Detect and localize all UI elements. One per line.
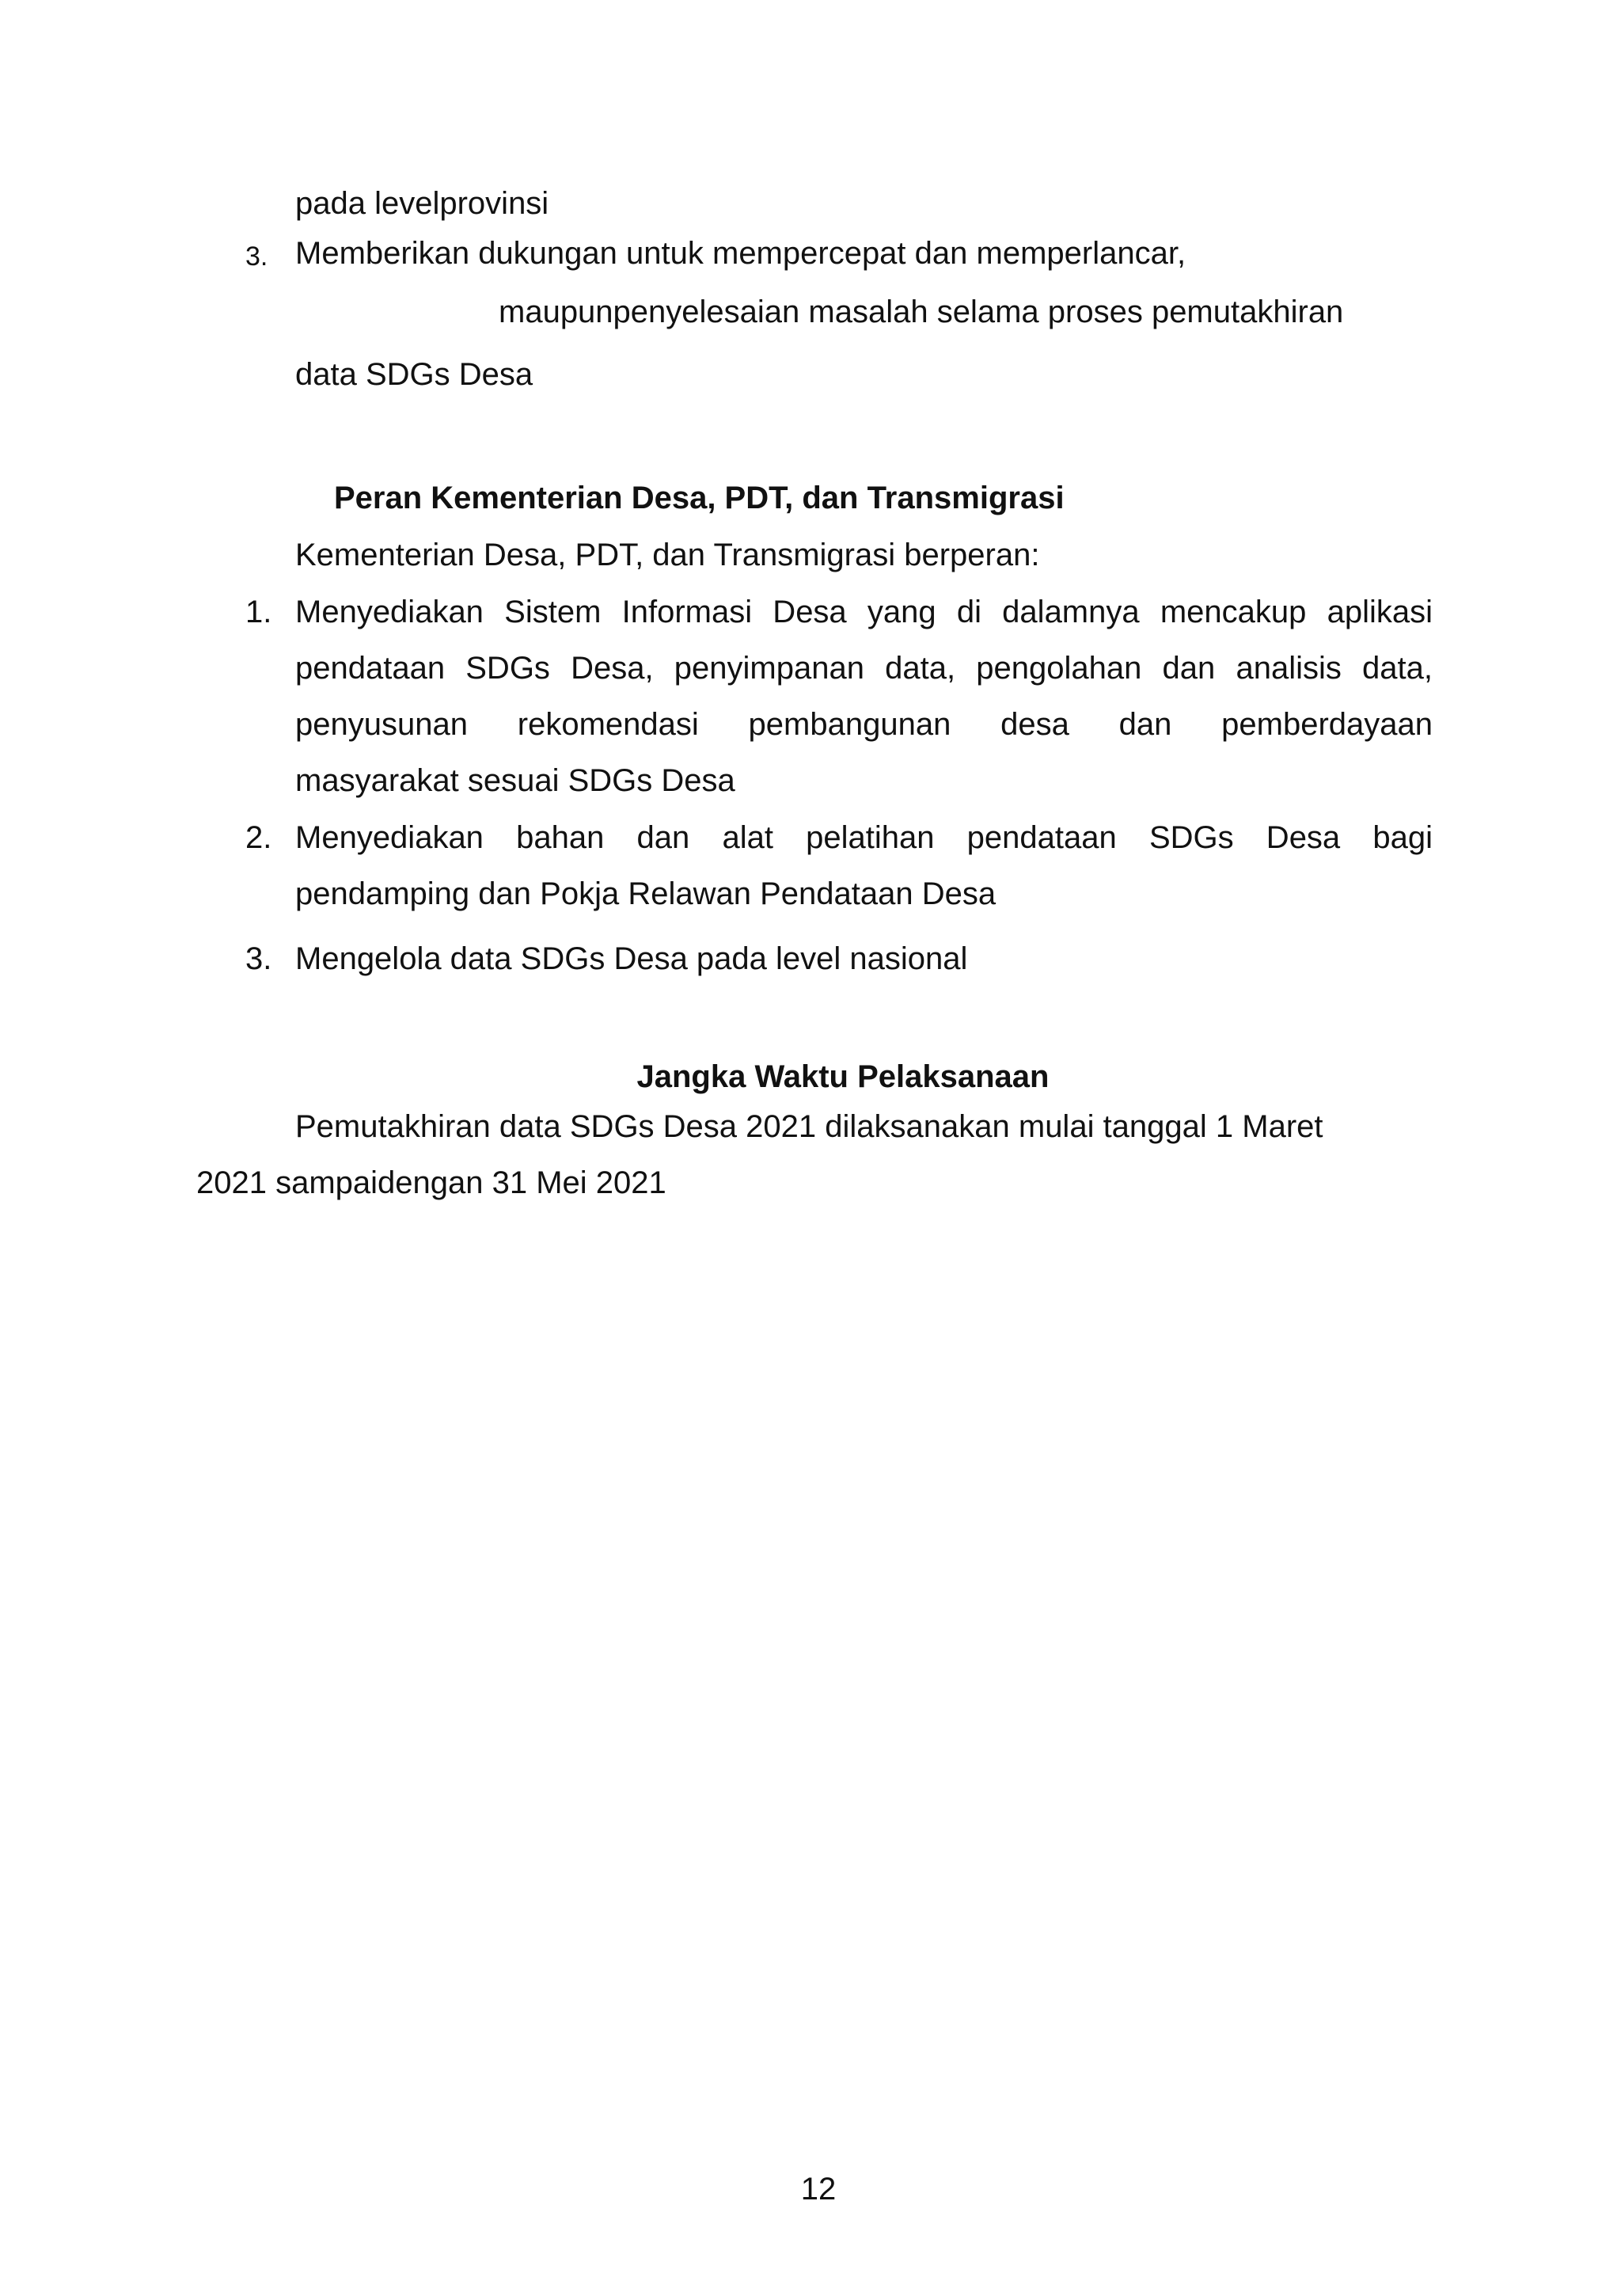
list-item-text: pendamping dan Pokja Relawan Pendataan Desa (295, 876, 997, 911)
list-item-text: Menyediakan Sistem Informasi Desa yang di dalamnya mencakup aplikasi (295, 595, 1433, 629)
list-item-text: Menyediakan bahan dan alat pelatihan pendataan SDGs Desa bagi (295, 820, 1433, 855)
list-item-text: pendataan SDGs Desa, penyimpanan data, pengolahan dan analisis data, (295, 651, 1433, 686)
list-number: 3. (245, 941, 272, 976)
list-item-text: data SDGs Desa (295, 357, 533, 392)
list-item-text: penyusunan rekomendasi pembangunan desa dan pemberdayaan (295, 707, 1433, 742)
paragraph-line: Pemutakhiran data SDGs Desa 2021 dilaksanakan mulai tanggal 1 Maret (295, 1109, 1323, 1144)
list-item-text: masyarakat sesuai SDGs Desa (295, 763, 735, 798)
list-item-text: Mengelola data SDGs Desa pada level nasional (295, 941, 968, 976)
paragraph-line: 2021 sampaidengan 31 Mei 2021 (196, 1165, 666, 1200)
list-number: 1. (245, 595, 272, 629)
continuation-line: pada levelprovinsi (295, 186, 549, 221)
section-heading: Jangka Waktu Pelaksanaan (636, 1059, 1050, 1094)
section-heading: Peran Kementerian Desa, PDT, dan Transmigrasi (334, 481, 1065, 515)
list-item-text: Memberikan dukungan untuk mempercepat dan memperlancar, (295, 236, 1186, 271)
list-number: 2. (245, 820, 272, 855)
section-intro: Kementerian Desa, PDT, dan Transmigrasi berperan: (295, 538, 1040, 572)
list-number: 3. (245, 241, 268, 272)
page-number: 12 (800, 2172, 837, 2207)
list-item-text: maupunpenyelesaian masalah selama proses pemutakhiran (499, 295, 1344, 329)
